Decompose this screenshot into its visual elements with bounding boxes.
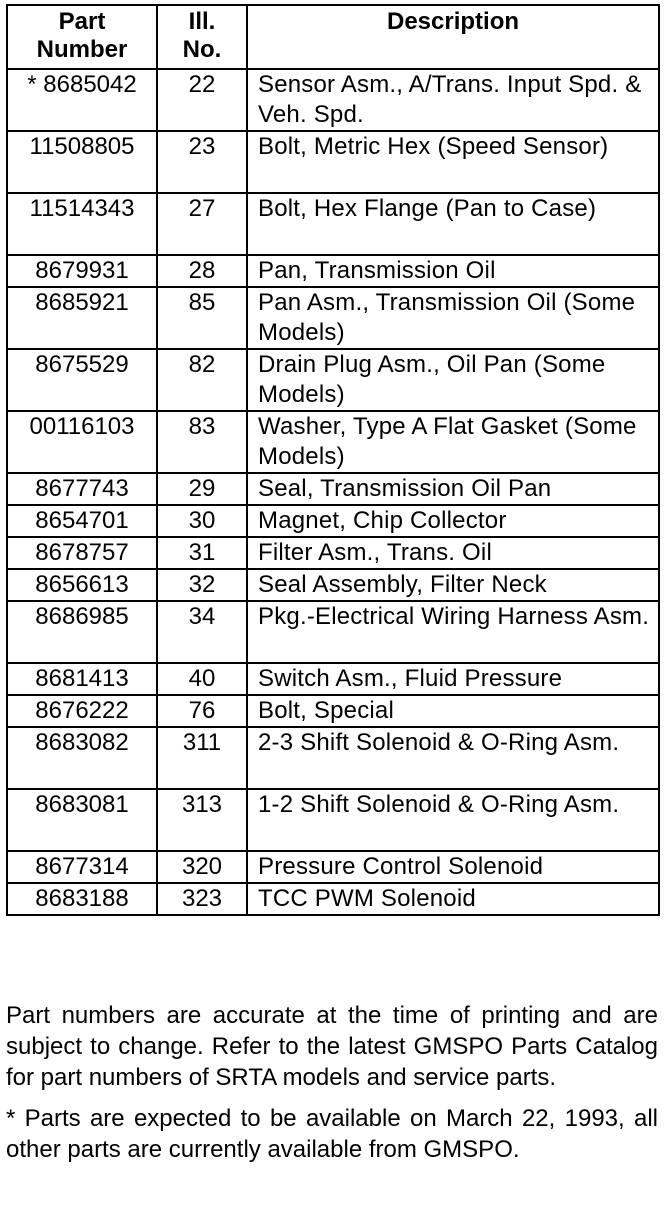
description-cell: Bolt, Special [247, 695, 659, 727]
description-cell: Seal Assembly, Filter Neck [247, 569, 659, 601]
part-number-cell: 8685921 [7, 287, 157, 349]
description-cell: Seal, Transmission Oil Pan [247, 473, 659, 505]
table-row [7, 287, 659, 349]
table-row [7, 349, 659, 411]
description-cell: Bolt, Metric Hex (Speed Sensor) [247, 131, 659, 193]
table-row [7, 727, 659, 789]
table-row [7, 601, 659, 663]
ill-no-header [157, 5, 247, 69]
part-number-cell: 8683081 [7, 789, 157, 851]
ill-no-cell: 32 [157, 569, 247, 601]
ill-no-cell: 313 [157, 789, 247, 851]
part-number-cell: 8656613 [7, 569, 157, 601]
table-row [7, 69, 659, 131]
description-header: Description [247, 5, 659, 69]
table-row [7, 663, 659, 695]
description-cell: Magnet, Chip Collector [247, 505, 659, 537]
part-number-cell: 11514343 [7, 193, 157, 255]
part-number-cell: 11508805 [7, 131, 157, 193]
ill-no-cell: 27 [157, 193, 247, 255]
accuracy-note: Part numbers are accurate at the time of printing and are subject to change. Refer to the latest GMSPO Parts Catalog for part numbers of SRTA models and service parts. [6, 1002, 658, 1091]
part-number-cell: 8677743 [7, 473, 157, 505]
description-cell: 2-3 Shift Solenoid & O-Ring Asm. [247, 727, 659, 789]
table-row [7, 695, 659, 727]
part-number-cell: 8683082 [7, 727, 157, 789]
table-row [7, 537, 659, 569]
description-cell: 1-2 Shift Solenoid & O-Ring Asm. [247, 789, 659, 851]
description-cell: Drain Plug Asm., Oil Pan (Some Models) [247, 349, 659, 411]
part-number-cell: 8681413 [7, 663, 157, 695]
description-cell: Filter Asm., Trans. Oil [247, 537, 659, 569]
ill-no-cell: 82 [157, 349, 247, 411]
description-cell: Pressure Control Solenoid [247, 851, 659, 883]
table-row [7, 851, 659, 883]
table-row [7, 789, 659, 851]
ill-no-cell: 31 [157, 537, 247, 569]
footnotes [6, 1000, 658, 1175]
part-number-header-line2: Number [36, 36, 128, 63]
part-number-cell: 8686985 [7, 601, 157, 663]
description-cell: Pan, Transmission Oil [247, 255, 659, 287]
ill-no-cell: 85 [157, 287, 247, 349]
part-number-cell: 8678757 [7, 537, 157, 569]
part-number-header-line1: Part [58, 8, 106, 35]
ill-no-header-line2: No. [182, 36, 222, 63]
ill-no-cell: 29 [157, 473, 247, 505]
part-number-cell: * 8685042 [7, 69, 157, 131]
ill-no-cell: 40 [157, 663, 247, 695]
table-row [7, 569, 659, 601]
description-cell: Pan Asm., Transmission Oil (Some Models) [247, 287, 659, 349]
ill-no-cell: 323 [157, 883, 247, 915]
ill-no-cell: 34 [157, 601, 247, 663]
ill-no-cell: 76 [157, 695, 247, 727]
ill-no-header-line1: Ill. [188, 8, 216, 35]
description-cell: Pkg.-Electrical Wiring Harness Asm. [247, 601, 659, 663]
table-row [7, 255, 659, 287]
ill-no-cell: 320 [157, 851, 247, 883]
table-row [7, 131, 659, 193]
table-row [7, 193, 659, 255]
table-header-row [7, 5, 659, 69]
part-number-cell: 8677314 [7, 851, 157, 883]
description-cell: Sensor Asm., A/Trans. Input Spd. & Veh. Spd. [247, 69, 659, 131]
availability-note: * Parts are expected to be available on March 22, 1993, all other parts are currently available from GMSPO. [6, 1105, 658, 1163]
part-number-cell: 00116103 [7, 411, 157, 473]
table-row [7, 883, 659, 915]
description-cell: Bolt, Hex Flange (Pan to Case) [247, 193, 659, 255]
ill-no-cell: 311 [157, 727, 247, 789]
description-cell: TCC PWM Solenoid [247, 883, 659, 915]
part-number-cell: 8683188 [7, 883, 157, 915]
ill-no-cell: 83 [157, 411, 247, 473]
part-number-header [7, 5, 157, 69]
description-cell: Switch Asm., Fluid Pressure [247, 663, 659, 695]
part-number-cell: 8654701 [7, 505, 157, 537]
table-row [7, 473, 659, 505]
ill-no-cell: 30 [157, 505, 247, 537]
table-row [7, 505, 659, 537]
part-number-cell: 8675529 [7, 349, 157, 411]
ill-no-cell: 28 [157, 255, 247, 287]
description-cell: Washer, Type A Flat Gasket (Some Models) [247, 411, 659, 473]
ill-no-cell: 23 [157, 131, 247, 193]
part-number-cell: 8679931 [7, 255, 157, 287]
part-number-cell: 8676222 [7, 695, 157, 727]
ill-no-cell: 22 [157, 69, 247, 131]
parts-table [6, 4, 660, 916]
table-row [7, 411, 659, 473]
